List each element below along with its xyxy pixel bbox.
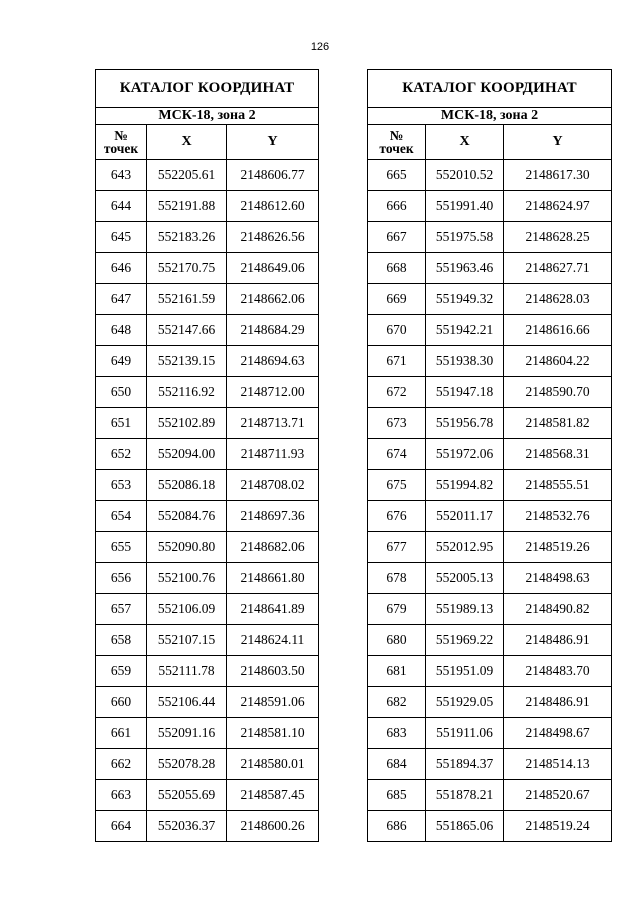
- catalog-title: КАТАЛОГ КООРДИНАТ: [368, 70, 612, 108]
- y-coordinate-cell: 2148519.24: [504, 811, 612, 842]
- point-number-cell: 663: [96, 780, 147, 811]
- x-coordinate-cell: 552086.18: [147, 470, 227, 501]
- x-coordinate-cell: 552183.26: [147, 222, 227, 253]
- point-number-cell: 678: [368, 563, 426, 594]
- point-number-cell: 645: [96, 222, 147, 253]
- table-row: [368, 563, 612, 594]
- x-coordinate-cell: 551938.30: [426, 346, 504, 377]
- point-number-cell: 647: [96, 284, 147, 315]
- y-coordinate-cell: 2148649.06: [227, 253, 319, 284]
- y-coordinate-cell: 2148713.71: [227, 408, 319, 439]
- point-number-cell: 650: [96, 377, 147, 408]
- point-number-header-symbol: №: [114, 128, 128, 143]
- y-coordinate-cell: 2148708.02: [227, 470, 319, 501]
- table-row: [368, 222, 612, 253]
- table-row: [368, 191, 612, 222]
- point-number-cell: 674: [368, 439, 426, 470]
- point-number-cell: 669: [368, 284, 426, 315]
- point-number-cell: 676: [368, 501, 426, 532]
- x-coordinate-cell: 551972.06: [426, 439, 504, 470]
- x-coordinate-cell: 551894.37: [426, 749, 504, 780]
- table-row: [368, 408, 612, 439]
- table-row: [368, 749, 612, 780]
- table-row: [96, 191, 319, 222]
- table-row: [96, 408, 319, 439]
- point-number-cell: 667: [368, 222, 426, 253]
- y-coordinate-cell: 2148486.91: [504, 687, 612, 718]
- y-coordinate-cell: 2148616.66: [504, 315, 612, 346]
- x-coordinate-cell: 551951.09: [426, 656, 504, 687]
- point-number-cell: 671: [368, 346, 426, 377]
- x-coordinate-cell: 552116.92: [147, 377, 227, 408]
- point-number-cell: 658: [96, 625, 147, 656]
- x-coordinate-cell: 552094.00: [147, 439, 227, 470]
- point-number-cell: 677: [368, 532, 426, 563]
- coordinate-system-label: МСК-18, зона 2: [96, 108, 319, 125]
- x-coordinate-cell: 552107.15: [147, 625, 227, 656]
- point-number-cell: 681: [368, 656, 426, 687]
- y-coordinate-cell: 2148520.67: [504, 780, 612, 811]
- table-row: [96, 253, 319, 284]
- x-coordinate-cell: 552205.61: [147, 160, 227, 191]
- table-row: [96, 284, 319, 315]
- y-coordinate-cell: 2148697.36: [227, 501, 319, 532]
- point-number-cell: 670: [368, 315, 426, 346]
- table-row: [96, 160, 319, 191]
- point-number-cell: 659: [96, 656, 147, 687]
- y-header: Y: [227, 125, 319, 160]
- point-number-cell: 665: [368, 160, 426, 191]
- table-row: [368, 470, 612, 501]
- point-number-header-symbol: №: [389, 128, 404, 143]
- point-number-cell: 654: [96, 501, 147, 532]
- point-number-cell: 649: [96, 346, 147, 377]
- x-coordinate-cell: 552055.69: [147, 780, 227, 811]
- y-coordinate-cell: 2148604.22: [504, 346, 612, 377]
- point-number-cell: 662: [96, 749, 147, 780]
- table-row: [96, 749, 319, 780]
- point-number-header-word: точек: [103, 141, 139, 156]
- point-number-cell: 661: [96, 718, 147, 749]
- point-number-cell: 648: [96, 315, 147, 346]
- point-number-cell: 683: [368, 718, 426, 749]
- x-coordinate-cell: 551975.58: [426, 222, 504, 253]
- y-coordinate-cell: 2148555.51: [504, 470, 612, 501]
- y-coordinate-cell: 2148612.60: [227, 191, 319, 222]
- y-coordinate-cell: 2148626.56: [227, 222, 319, 253]
- y-coordinate-cell: 2148591.06: [227, 687, 319, 718]
- point-number-cell: 656: [96, 563, 147, 594]
- y-coordinate-cell: 2148590.70: [504, 377, 612, 408]
- point-number-cell: 652: [96, 439, 147, 470]
- x-coordinate-cell: 552170.75: [147, 253, 227, 284]
- y-coordinate-cell: 2148514.13: [504, 749, 612, 780]
- x-coordinate-cell: 551989.13: [426, 594, 504, 625]
- point-number-cell: 646: [96, 253, 147, 284]
- table-row: [368, 315, 612, 346]
- y-coordinate-cell: 2148580.01: [227, 749, 319, 780]
- x-coordinate-cell: 552005.13: [426, 563, 504, 594]
- x-coordinate-cell: 552147.66: [147, 315, 227, 346]
- point-number-cell: 682: [368, 687, 426, 718]
- x-coordinate-cell: 551878.21: [426, 780, 504, 811]
- x-coordinate-cell: 551994.82: [426, 470, 504, 501]
- y-coordinate-cell: 2148519.26: [504, 532, 612, 563]
- point-number-cell: 655: [96, 532, 147, 563]
- x-coordinate-cell: 552036.37: [147, 811, 227, 842]
- table-row: [368, 346, 612, 377]
- table-row: [368, 625, 612, 656]
- table-row: [368, 377, 612, 408]
- y-coordinate-cell: 2148581.10: [227, 718, 319, 749]
- y-coordinate-cell: 2148641.89: [227, 594, 319, 625]
- table-row: [368, 160, 612, 191]
- x-header: X: [147, 125, 227, 160]
- point-number-cell: 668: [368, 253, 426, 284]
- x-coordinate-cell: 551969.22: [426, 625, 504, 656]
- x-coordinate-cell: 552161.59: [147, 284, 227, 315]
- point-number-cell: 680: [368, 625, 426, 656]
- point-number-cell: 660: [96, 687, 147, 718]
- point-number-header-word: точек: [379, 141, 414, 156]
- x-coordinate-cell: 552091.16: [147, 718, 227, 749]
- y-coordinate-cell: 2148568.31: [504, 439, 612, 470]
- x-coordinate-cell: 552010.52: [426, 160, 504, 191]
- point-number-header: [368, 125, 426, 160]
- y-coordinate-cell: 2148662.06: [227, 284, 319, 315]
- point-number-cell: 651: [96, 408, 147, 439]
- table-row: [96, 656, 319, 687]
- y-coordinate-cell: 2148587.45: [227, 780, 319, 811]
- table-row: [96, 377, 319, 408]
- y-coordinate-cell: 2148628.03: [504, 284, 612, 315]
- y-coordinate-cell: 2148486.91: [504, 625, 612, 656]
- point-number-cell: 666: [368, 191, 426, 222]
- table-row: [368, 532, 612, 563]
- coordinate-system-label: МСК-18, зона 2: [368, 108, 612, 125]
- x-coordinate-cell: 552106.44: [147, 687, 227, 718]
- point-number-cell: 643: [96, 160, 147, 191]
- x-coordinate-cell: 552191.88: [147, 191, 227, 222]
- table-row: [96, 563, 319, 594]
- point-number-cell: 684: [368, 749, 426, 780]
- table-row: [96, 687, 319, 718]
- x-coordinate-cell: 551929.05: [426, 687, 504, 718]
- y-coordinate-cell: 2148627.71: [504, 253, 612, 284]
- catalog-title: КАТАЛОГ КООРДИНАТ: [96, 70, 319, 108]
- point-number-cell: 675: [368, 470, 426, 501]
- x-header: X: [426, 125, 504, 160]
- point-number-header: [96, 125, 147, 160]
- point-number-cell: 664: [96, 811, 147, 842]
- x-coordinate-cell: 552100.76: [147, 563, 227, 594]
- y-coordinate-cell: 2148712.00: [227, 377, 319, 408]
- x-coordinate-cell: 552011.17: [426, 501, 504, 532]
- x-coordinate-cell: 551911.06: [426, 718, 504, 749]
- point-number-cell: 644: [96, 191, 147, 222]
- coordinate-catalog-table-left: [95, 69, 319, 842]
- table-row: [368, 687, 612, 718]
- table-row: [368, 718, 612, 749]
- y-coordinate-cell: 2148617.30: [504, 160, 612, 191]
- x-coordinate-cell: 551956.78: [426, 408, 504, 439]
- y-coordinate-cell: 2148581.82: [504, 408, 612, 439]
- table-row: [96, 346, 319, 377]
- coordinate-catalog-table-right: [367, 69, 612, 842]
- x-coordinate-cell: 551991.40: [426, 191, 504, 222]
- y-coordinate-cell: 2148694.63: [227, 346, 319, 377]
- x-coordinate-cell: 551963.46: [426, 253, 504, 284]
- table-row: [96, 501, 319, 532]
- y-coordinate-cell: 2148628.25: [504, 222, 612, 253]
- table-row: [96, 315, 319, 346]
- table-row: [368, 594, 612, 625]
- x-coordinate-cell: 552078.28: [147, 749, 227, 780]
- table-row: [368, 439, 612, 470]
- point-number-cell: 657: [96, 594, 147, 625]
- x-coordinate-cell: 552090.80: [147, 532, 227, 563]
- table-row: [368, 501, 612, 532]
- y-coordinate-cell: 2148603.50: [227, 656, 319, 687]
- x-coordinate-cell: 551942.21: [426, 315, 504, 346]
- point-number-cell: 679: [368, 594, 426, 625]
- y-coordinate-cell: 2148498.67: [504, 718, 612, 749]
- table-row: [368, 780, 612, 811]
- x-coordinate-cell: 551947.18: [426, 377, 504, 408]
- table-row: [368, 656, 612, 687]
- y-coordinate-cell: 2148483.70: [504, 656, 612, 687]
- x-coordinate-cell: 551949.32: [426, 284, 504, 315]
- y-coordinate-cell: 2148661.80: [227, 563, 319, 594]
- x-coordinate-cell: 552084.76: [147, 501, 227, 532]
- page-number: 126: [310, 41, 330, 53]
- table-row: [96, 811, 319, 842]
- x-coordinate-cell: 552102.89: [147, 408, 227, 439]
- y-coordinate-cell: 2148711.93: [227, 439, 319, 470]
- table-row: [96, 532, 319, 563]
- x-coordinate-cell: 552012.95: [426, 532, 504, 563]
- table-row: [96, 439, 319, 470]
- y-header: Y: [504, 125, 612, 160]
- y-coordinate-cell: 2148600.26: [227, 811, 319, 842]
- x-coordinate-cell: 552111.78: [147, 656, 227, 687]
- y-coordinate-cell: 2148624.11: [227, 625, 319, 656]
- table-row: [96, 470, 319, 501]
- y-coordinate-cell: 2148682.06: [227, 532, 319, 563]
- y-coordinate-cell: 2148684.29: [227, 315, 319, 346]
- x-coordinate-cell: 552139.15: [147, 346, 227, 377]
- x-coordinate-cell: 552106.09: [147, 594, 227, 625]
- y-coordinate-cell: 2148498.63: [504, 563, 612, 594]
- y-coordinate-cell: 2148532.76: [504, 501, 612, 532]
- table-row: [96, 718, 319, 749]
- point-number-cell: 653: [96, 470, 147, 501]
- point-number-cell: 686: [368, 811, 426, 842]
- table-row: [96, 625, 319, 656]
- table-row: [96, 222, 319, 253]
- y-coordinate-cell: 2148490.82: [504, 594, 612, 625]
- point-number-cell: 672: [368, 377, 426, 408]
- table-row: [96, 780, 319, 811]
- table-row: [368, 284, 612, 315]
- point-number-cell: 685: [368, 780, 426, 811]
- x-coordinate-cell: 551865.06: [426, 811, 504, 842]
- y-coordinate-cell: 2148624.97: [504, 191, 612, 222]
- y-coordinate-cell: 2148606.77: [227, 160, 319, 191]
- table-row: [368, 811, 612, 842]
- point-number-cell: 673: [368, 408, 426, 439]
- table-row: [368, 253, 612, 284]
- table-row: [96, 594, 319, 625]
